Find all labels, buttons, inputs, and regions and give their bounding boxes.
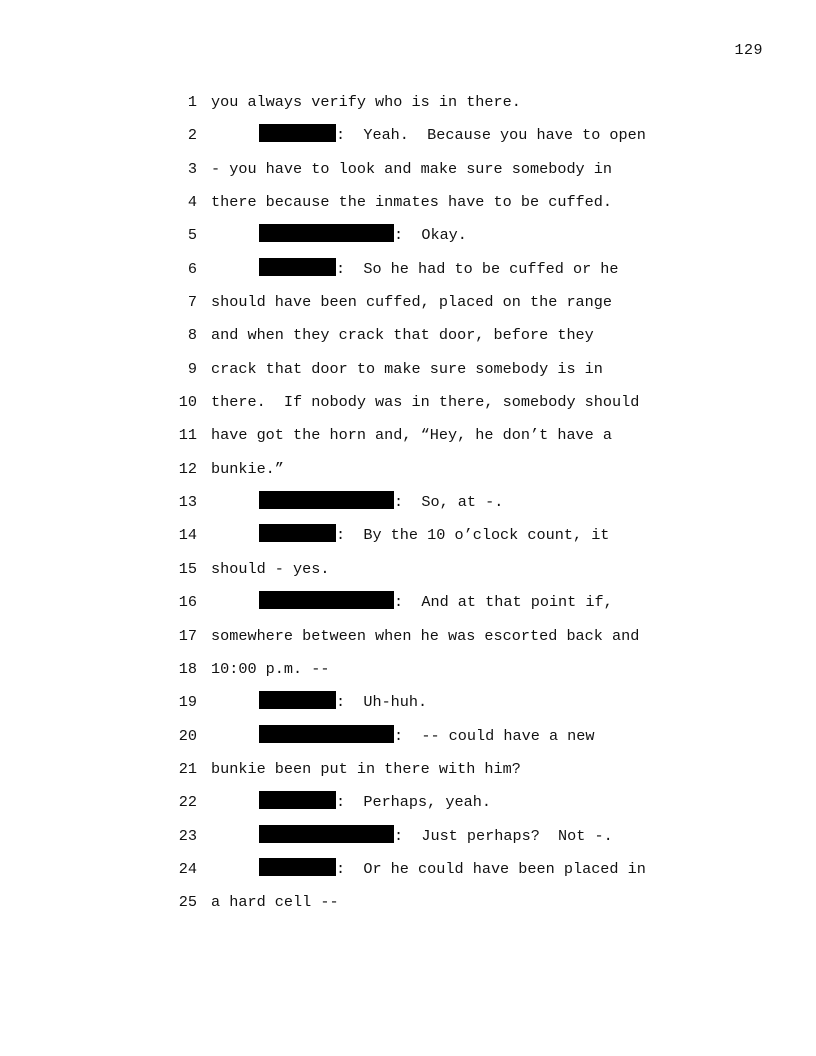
line-number: 4 xyxy=(187,193,197,212)
transcript-line xyxy=(0,119,816,152)
line-text: somewhere between when he was escorted back and xyxy=(211,626,640,645)
line-number: 16 xyxy=(178,593,197,612)
transcript-line xyxy=(0,453,816,486)
redacted-speaker-name xyxy=(259,858,336,876)
transcript-line xyxy=(0,386,816,419)
page-number: 129 xyxy=(734,42,763,59)
line-number: 11 xyxy=(178,426,197,445)
redacted-speaker-name xyxy=(259,791,336,809)
line-text: bunkie been put in there with him? xyxy=(211,759,521,778)
redacted-speaker-name xyxy=(259,124,336,142)
redacted-speaker-name xyxy=(259,691,336,709)
line-number: 17 xyxy=(178,626,197,645)
transcript-line xyxy=(0,153,816,186)
line-text: : By the 10 o’clock count, it xyxy=(336,526,610,545)
redacted-speaker-name xyxy=(259,224,394,242)
line-number: 8 xyxy=(187,326,197,345)
line-text: : So, at -. xyxy=(394,493,504,512)
line-text: bunkie.” xyxy=(211,459,284,478)
line-number: 18 xyxy=(178,659,197,678)
line-text: : And at that point if, xyxy=(394,593,613,612)
line-text: a hard cell -- xyxy=(211,893,339,912)
line-text: and when they crack that door, before they xyxy=(211,326,594,345)
line-number: 9 xyxy=(187,359,197,378)
transcript-line xyxy=(0,686,816,719)
transcript-line xyxy=(0,553,816,586)
line-text: : Or he could have been placed in xyxy=(336,859,646,878)
transcript-line xyxy=(0,720,816,753)
transcript-line xyxy=(0,319,816,352)
line-number: 22 xyxy=(178,793,197,812)
line-number: 6 xyxy=(187,259,197,278)
transcript-line xyxy=(0,786,816,819)
line-text: : Just perhaps? Not -. xyxy=(394,826,613,845)
line-number: 13 xyxy=(178,493,197,512)
transcript-line xyxy=(0,219,816,252)
line-text: - you have to look and make sure somebody in xyxy=(211,159,613,178)
line-text: should - yes. xyxy=(211,559,330,578)
redacted-speaker-name xyxy=(259,825,394,843)
line-number: 21 xyxy=(178,759,197,778)
transcript-line xyxy=(0,486,816,519)
redacted-speaker-name xyxy=(259,725,394,743)
line-text: : Yeah. Because you have to open xyxy=(336,126,646,145)
line-text: crack that door to make sure somebody is in xyxy=(211,359,603,378)
transcript-line xyxy=(0,620,816,653)
line-number: 15 xyxy=(178,559,197,578)
transcript-line xyxy=(0,753,816,786)
redacted-speaker-name xyxy=(259,258,336,276)
transcript-line xyxy=(0,820,816,853)
line-text: : Perhaps, yeah. xyxy=(336,793,491,812)
transcript-line xyxy=(0,419,816,452)
line-text: 10:00 p.m. -- xyxy=(211,659,330,678)
line-number: 2 xyxy=(187,126,197,145)
transcript-line xyxy=(0,519,816,552)
line-text: have got the horn and, “Hey, he don’t have a xyxy=(211,426,613,445)
line-number: 12 xyxy=(178,459,197,478)
line-text: you always verify who is in there. xyxy=(211,93,521,111)
redacted-speaker-name xyxy=(259,524,336,542)
transcript-line xyxy=(0,853,816,886)
transcript-body xyxy=(0,86,816,920)
line-number: 23 xyxy=(178,826,197,845)
line-number: 5 xyxy=(187,226,197,245)
line-number: 25 xyxy=(178,893,197,912)
line-text: should have been cuffed, placed on the range xyxy=(211,293,613,312)
transcript-line xyxy=(0,586,816,619)
redacted-speaker-name xyxy=(259,591,394,609)
line-number: 19 xyxy=(178,693,197,712)
line-number: 24 xyxy=(178,859,197,878)
line-number: 7 xyxy=(187,293,197,312)
line-number: 3 xyxy=(187,159,197,178)
transcript-line xyxy=(0,86,816,119)
transcript-line xyxy=(0,286,816,319)
line-text: : So he had to be cuffed or he xyxy=(336,259,619,278)
redacted-speaker-name xyxy=(259,491,394,509)
line-number: 10 xyxy=(178,393,197,412)
transcript-line xyxy=(0,653,816,686)
transcript-line xyxy=(0,186,816,219)
line-number: 1 xyxy=(187,93,197,111)
transcript-line xyxy=(0,253,816,286)
line-text: : Uh-huh. xyxy=(336,693,428,712)
line-number: 14 xyxy=(178,526,197,545)
line-text: there. If nobody was in there, somebody should xyxy=(211,393,640,412)
transcript-line xyxy=(0,886,816,919)
transcript-line xyxy=(0,353,816,386)
line-number: 20 xyxy=(178,726,197,745)
line-text: : Okay. xyxy=(394,226,467,245)
line-text: : -- could have a new xyxy=(394,726,595,745)
line-text: there because the inmates have to be cuffed. xyxy=(211,193,613,212)
